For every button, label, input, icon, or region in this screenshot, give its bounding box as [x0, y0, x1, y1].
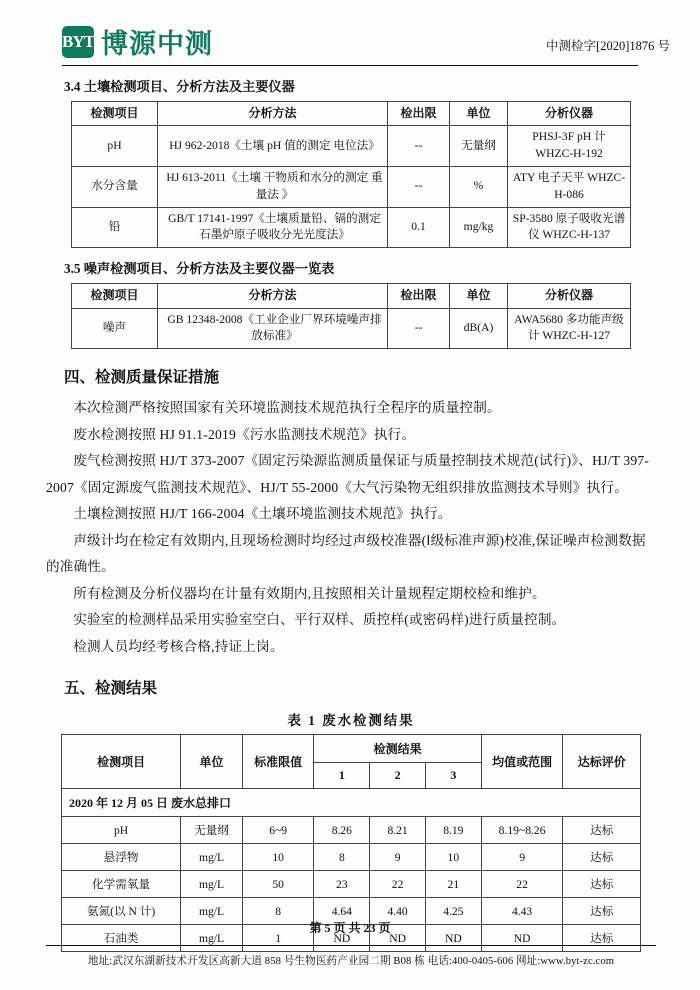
cell-item: 石油类: [62, 925, 181, 952]
cell-instrument: SP-3580 原子吸收光谱仪 WHZC-H-137: [508, 207, 631, 248]
cell-unit: mg/kg: [450, 207, 508, 248]
col-item: 检测项目: [62, 735, 181, 789]
logo-mark-icon: BYT: [62, 26, 94, 58]
cell-result-3: ND: [425, 925, 481, 952]
cell-standard: 8: [242, 898, 314, 925]
col-result-1: 1: [314, 763, 370, 789]
cell-result-2: ND: [370, 925, 426, 952]
cell-unit: mg/L: [181, 925, 243, 952]
col-evaluation: 达标评价: [563, 735, 641, 789]
cell-item: 水分含量: [72, 166, 158, 207]
cell-mean: 9: [481, 844, 563, 871]
table-row: [72, 166, 631, 207]
col-method: 分析方法: [158, 284, 388, 308]
footer-address: 地址:武汉东湖新技术开发区高新大道 858 号生物医药产业园二期 B08 栋 电话:400-0405-606 网址:www.byt-zc.com: [87, 956, 615, 967]
quality-paragraph-1: 本次检测严格按照国家有关环境监测技术规范执行全程序的质量控制。: [73, 400, 501, 416]
cell-group-label: 2020 年 12 月 05 日 废水总排口: [62, 789, 641, 817]
quality-paragraph-5: 声级计均在检定有效期内,且现场检测时均经过声级校准器(Ⅰ级标准声源)校准,保证噪声检测数据的准确性。: [46, 532, 646, 575]
table-header-row: [72, 284, 631, 308]
company-name: 博源中测: [101, 29, 213, 59]
cell-result-2: 9: [370, 844, 426, 871]
col-result-2: 2: [370, 763, 426, 789]
cell-instrument: AWA5680 多功能声级计 WHZC-H-127: [508, 308, 631, 349]
cell-unit: dB(A): [450, 308, 508, 349]
cell-standard: 10: [242, 844, 314, 871]
cell-limit: 0.1: [388, 207, 450, 248]
cell-unit: 无量纲: [181, 817, 243, 844]
cell-limit: --: [388, 166, 450, 207]
col-limit: 检出限: [388, 284, 450, 308]
cell-method: GB 12348-2008《工业企业厂界环境噪声排放标准》: [158, 308, 388, 349]
cell-mean: ND: [481, 925, 563, 952]
cell-unit: mg/L: [181, 871, 243, 898]
cell-item: 悬浮物: [62, 844, 181, 871]
table-row: [72, 126, 631, 167]
cell-result-1: 8.26: [314, 817, 370, 844]
cell-instrument: ATY 电子天平 WHZC-H-086: [508, 166, 631, 207]
table-header-row: [72, 102, 631, 126]
cell-evaluation: 达标: [563, 871, 641, 898]
company-logo: [62, 22, 213, 61]
cell-instrument: PHSJ-3F pH 计 WHZC-H-192: [508, 126, 631, 167]
cell-method: HJ 962-2018《土壤 pH 值的测定 电位法》: [158, 126, 388, 167]
cell-result-3: 8.19: [425, 817, 481, 844]
col-instrument: 分析仪器: [508, 284, 631, 308]
col-unit: 单位: [450, 284, 508, 308]
col-limit: 检出限: [388, 102, 450, 126]
cell-standard: 1: [242, 925, 314, 952]
table-row: [72, 207, 631, 248]
table-row: [62, 871, 641, 898]
quality-paragraph-2: 废水检测按照 HJ 91.1-2019《污水监测技术规范》执行。: [73, 426, 416, 442]
section-title-4: 四、检测质量保证措施: [64, 369, 220, 387]
cell-mean: 8.19~8.26: [481, 817, 563, 844]
table-row: [62, 844, 641, 871]
cell-unit: %: [450, 166, 508, 207]
cell-unit: mg/L: [181, 898, 243, 925]
document-header: [0, 0, 700, 61]
quality-paragraph-8: 检测人员均经考核合格,持证上岗。: [73, 638, 284, 654]
quality-paragraph-3: 废气检测按照 HJ/T 373-2007《固定污染源监测质量保证与质量控制技术规范(试行)》、HJ/T 397-2007《固定源废气监测技术规范》、HJ/T 55-2000《大气污染物无组织排放监测技术导则》执行。: [46, 453, 650, 495]
section-title-3-4: 3.4 土壤检测项目、分析方法及主要仪器: [64, 79, 295, 94]
col-unit: 单位: [181, 735, 243, 789]
cell-evaluation: 达标: [563, 898, 641, 925]
cell-evaluation: 达标: [563, 844, 641, 871]
cell-result-3: 21: [425, 871, 481, 898]
col-mean: 均值或范围: [481, 735, 563, 789]
cell-result-2: 8.21: [370, 817, 426, 844]
cell-mean: 22: [481, 871, 563, 898]
cell-item: 噪声: [72, 308, 158, 349]
section-title-5: 五、检测结果: [64, 680, 158, 698]
cell-result-3: 10: [425, 844, 481, 871]
table-row: [72, 308, 631, 349]
cell-standard: 50: [242, 871, 314, 898]
cell-unit: 无量纲: [450, 126, 508, 167]
col-results-group: 检测结果: [314, 735, 481, 763]
cell-mean: 4.43: [481, 898, 563, 925]
result-table-caption: 表 1 废水检测结果: [287, 713, 415, 729]
cell-method: GB/T 17141-1997《土壤质量铅、镉的测定 石墨炉原子吸收分光光度法》: [158, 207, 388, 248]
col-instrument: 分析仪器: [508, 102, 631, 126]
col-item: 检测项目: [72, 102, 158, 126]
document-content: [0, 76, 700, 952]
col-unit: 单位: [450, 102, 508, 126]
col-item: 检测项目: [72, 284, 158, 308]
quality-paragraph-4: 土壤检测按照 HJ/T 166-2004《土壤环境监测技术规范》执行。: [73, 506, 452, 522]
cell-limit: --: [388, 126, 450, 167]
cell-item: pH: [72, 126, 158, 167]
col-standard: 标准限值: [242, 735, 314, 789]
col-method: 分析方法: [158, 102, 388, 126]
cell-result-3: 4.25: [425, 898, 481, 925]
cell-item: 化学需氧量: [62, 871, 181, 898]
cell-result-1: 23: [314, 871, 370, 898]
noise-methods-table: [71, 283, 631, 349]
cell-standard: 6~9: [242, 817, 314, 844]
quality-paragraph-7: 实验室的检测样品采用实验室空白、平行双样、质控样(或密码样)进行质量控制。: [73, 612, 566, 628]
cell-item: pH: [62, 817, 181, 844]
cell-method: HJ 613-2011《土壤 干物质和水分的测定 重量法 》: [158, 166, 388, 207]
footer-divider: [46, 945, 656, 946]
soil-methods-table: [71, 101, 631, 248]
col-result-3: 3: [425, 763, 481, 789]
document-number: 中测检字[2020]1876 号: [546, 39, 670, 53]
cell-result-2: 4.40: [370, 898, 426, 925]
cell-item: 铅: [72, 207, 158, 248]
cell-unit: mg/L: [181, 844, 243, 871]
section-title-3-5: 3.5 噪声检测项目、分析方法及主要仪器一览表: [64, 261, 335, 277]
cell-result-1: ND: [314, 925, 370, 952]
table-row: [62, 817, 641, 844]
cell-evaluation: 达标: [563, 925, 641, 952]
cell-result-1: 8: [314, 844, 370, 871]
table-group-row: [62, 789, 641, 817]
table-header-row: [62, 735, 641, 763]
cell-limit: --: [388, 308, 450, 349]
header-divider: [62, 65, 638, 66]
page-number: 第 5 页 共 23 页: [309, 921, 391, 935]
cell-item: 氨氮(以 N 计): [62, 898, 181, 925]
quality-paragraph-6: 所有检测及分析仪器均在计量有效期内,且按照相关计量规程定期校检和维护。: [73, 585, 546, 601]
cell-result-1: 4.64: [314, 898, 370, 925]
cell-evaluation: 达标: [563, 817, 641, 844]
cell-result-2: 22: [370, 871, 426, 898]
